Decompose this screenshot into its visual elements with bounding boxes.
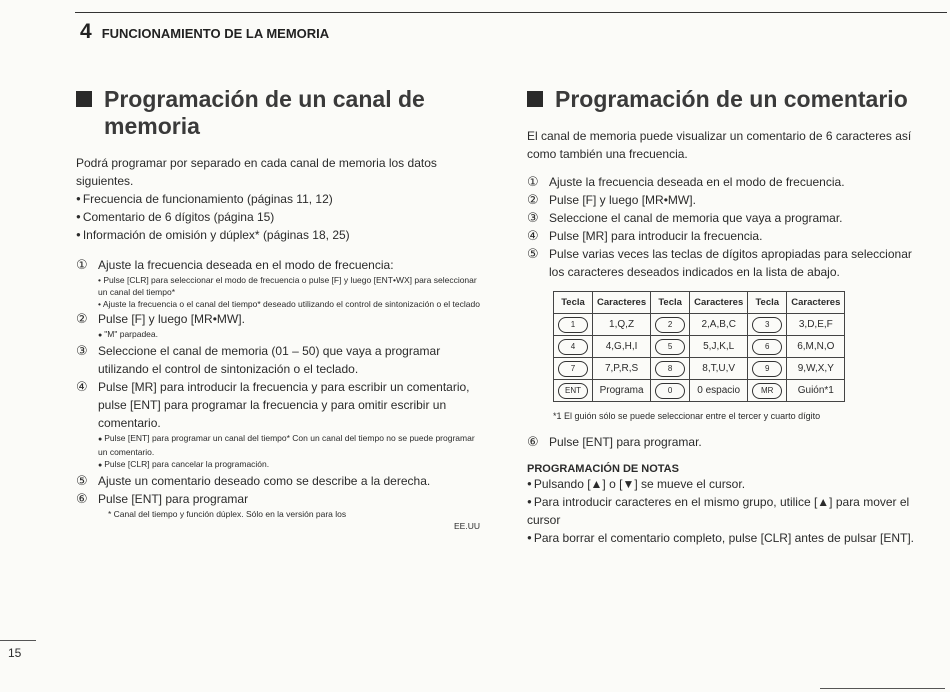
key-icon: 3 <box>752 317 782 333</box>
step-2 <box>527 191 927 209</box>
list-item: ● Frecuencia de funcionamiento (páginas 11, 12) <box>76 190 480 208</box>
list-item: ● Comentario de 6 dígitos (página 15) <box>76 208 480 226</box>
left-column <box>76 86 480 532</box>
step-text: Ajuste la frecuencia deseada en el modo de frecuencia: <box>98 258 394 272</box>
table-row <box>554 336 845 358</box>
list-item: ● Para introducir caracteres en el mismo grupo, utilice [▲] para mover el cursor <box>527 493 927 529</box>
left-steps <box>76 256 480 508</box>
step-2 <box>76 310 480 342</box>
table-cell: 5,J,K,L <box>690 336 748 358</box>
page-rule <box>0 640 36 641</box>
bottom-rule <box>820 688 945 689</box>
step-sub: ● Pulse [ENT] para programar un canal del tiempo* Con un canal del tiempo no se puede programar un comentario. <box>98 432 480 458</box>
table-header: Caracteres <box>593 292 651 314</box>
step-5 <box>527 245 927 281</box>
key-icon: 8 <box>655 361 685 377</box>
table-cell: 2,A,B,C <box>690 314 748 336</box>
step-sub: ● "M" parpadea. <box>98 328 480 342</box>
step-text: Seleccione el canal de memoria que vaya a programar. <box>549 211 843 225</box>
step-text: Pulse [F] y luego [MR•MW]. <box>98 312 245 326</box>
table-header-row <box>554 292 845 314</box>
step-sub: • Ajuste la frecuencia o el canal del tiempo* deseado utilizando el control de sintonización o el teclado <box>98 299 480 309</box>
key-icon: MR <box>752 383 782 399</box>
step-text: Ajuste un comentario deseado como se describe a la derecha. <box>98 474 431 488</box>
table-row <box>554 380 845 402</box>
step-text: Pulse [MR] para introducir la frecuencia. <box>549 229 763 243</box>
table-row <box>554 358 845 380</box>
step-number: ⑥ <box>76 491 88 506</box>
step-6 <box>76 490 480 508</box>
table-header: Tecla <box>554 292 593 314</box>
table-cell: 9,W,X,Y <box>787 358 845 380</box>
step-sub: • Pulse [CLR] para seleccionar el modo de frecuencia o pulse [F] y luego [ENT•WX] para seleccionar un canal del tiempo* <box>98 275 477 297</box>
top-rule <box>75 12 947 13</box>
left-footnote: * Canal del tiempo y función dúplex. Sólo en la versión para los <box>108 509 347 519</box>
left-intro: Podrá programar por separado en cada canal de memoria los datos siguientes. <box>76 156 437 188</box>
step-6 <box>527 433 927 451</box>
step-4 <box>76 378 480 472</box>
notes-title: PROGRAMACIÓN DE NOTAS <box>527 463 679 475</box>
chapter-number: 4 <box>80 20 92 43</box>
step-text: Pulse [ENT] para programar <box>98 492 249 506</box>
step-text: Pulse varias veces las teclas de dígitos apropiadas para seleccionar los caracteres deseados indicados en la lista de abajo. <box>549 247 912 279</box>
table-footnote: *1 El guión sólo se puede seleccionar entre el tercer y cuarto dígito <box>553 411 821 421</box>
step-text: Ajuste la frecuencia deseada en el modo de frecuencia. <box>549 175 845 189</box>
right-section-title <box>527 86 927 113</box>
step-sub: ● Pulse [CLR] para cancelar la programación. <box>98 458 480 472</box>
section-square-icon <box>76 91 92 107</box>
section-square-icon <box>527 91 543 107</box>
table-header: Tecla <box>651 292 690 314</box>
step-number: ⑤ <box>76 473 88 488</box>
left-title-text: Programación de un canal de memoria <box>104 86 425 139</box>
step-text: Pulse [F] y luego [MR•MW]. <box>549 193 696 207</box>
table-cell: 3,D,E,F <box>787 314 845 336</box>
step-1 <box>527 173 927 191</box>
key-icon: 5 <box>655 339 685 355</box>
step-number: ③ <box>527 210 539 225</box>
page-number: 15 <box>8 646 22 660</box>
step-3 <box>76 342 480 378</box>
chapter-header <box>80 20 329 44</box>
right-column <box>527 86 927 547</box>
character-table <box>553 291 845 402</box>
step-number: ① <box>76 257 88 272</box>
list-item: ● Pulsando [▲] o [▼] se mueve el cursor. <box>527 475 927 493</box>
key-icon: 4 <box>558 339 588 355</box>
left-bullets <box>76 190 480 244</box>
step-number: ① <box>527 174 539 189</box>
step-number: ⑥ <box>527 434 539 449</box>
key-icon: 2 <box>655 317 685 333</box>
key-icon: 6 <box>752 339 782 355</box>
step-number: ⑤ <box>527 246 539 261</box>
step-1 <box>76 256 480 310</box>
table-row <box>554 314 845 336</box>
step-3 <box>527 209 927 227</box>
table-cell: 8,T,U,V <box>690 358 748 380</box>
step-5 <box>76 472 480 490</box>
table-cell: 1,Q,Z <box>593 314 651 336</box>
table-cell: 7,P,R,S <box>593 358 651 380</box>
list-item: ● Información de omisión y dúplex* (páginas 18, 25) <box>76 226 480 244</box>
table-cell: Programa <box>593 380 651 402</box>
left-footnote-cont: EE.UU <box>454 521 480 531</box>
list-item: ● Para borrar el comentario completo, pulse [CLR] antes de pulsar [ENT]. <box>527 529 927 547</box>
chapter-title: FUNCIONAMIENTO DE LA MEMORIA <box>101 26 330 41</box>
key-icon: 1 <box>558 317 588 333</box>
step-text: Pulse [MR] para introducir la frecuencia y para escribir un comentario, pulse [ENT] para programar la frecuencia y para omitir escribir un comentario. <box>98 380 470 430</box>
left-section-title <box>76 86 480 140</box>
right-steps <box>527 173 927 281</box>
table-cell: 6,M,N,O <box>787 336 845 358</box>
right-intro: El canal de memoria puede visualizar un comentario de 6 caracteres así como también una frecuencia. <box>527 129 912 161</box>
step-number: ② <box>527 192 539 207</box>
table-cell: 4,G,H,I <box>593 336 651 358</box>
key-icon: 0 <box>655 383 685 399</box>
table-cell: 0 espacio <box>690 380 748 402</box>
step-number: ③ <box>76 343 88 358</box>
key-icon: 9 <box>752 361 782 377</box>
table-header: Caracteres <box>787 292 845 314</box>
step-4 <box>527 227 927 245</box>
key-icon: ENT <box>558 383 588 399</box>
step-number: ④ <box>527 228 539 243</box>
table-cell: Guión*1 <box>787 380 845 402</box>
step-number: ④ <box>76 379 88 394</box>
step-number: ② <box>76 311 88 326</box>
table-header: Caracteres <box>690 292 748 314</box>
right-title-text: Programación de un comentario <box>555 86 908 112</box>
key-icon: 7 <box>558 361 588 377</box>
step-text: Pulse [ENT] para programar. <box>549 435 702 449</box>
step-text: Seleccione el canal de memoria (01 – 50) que vaya a programar utilizando el control de sintonización o el teclado. <box>98 344 441 376</box>
table-header: Tecla <box>748 292 787 314</box>
